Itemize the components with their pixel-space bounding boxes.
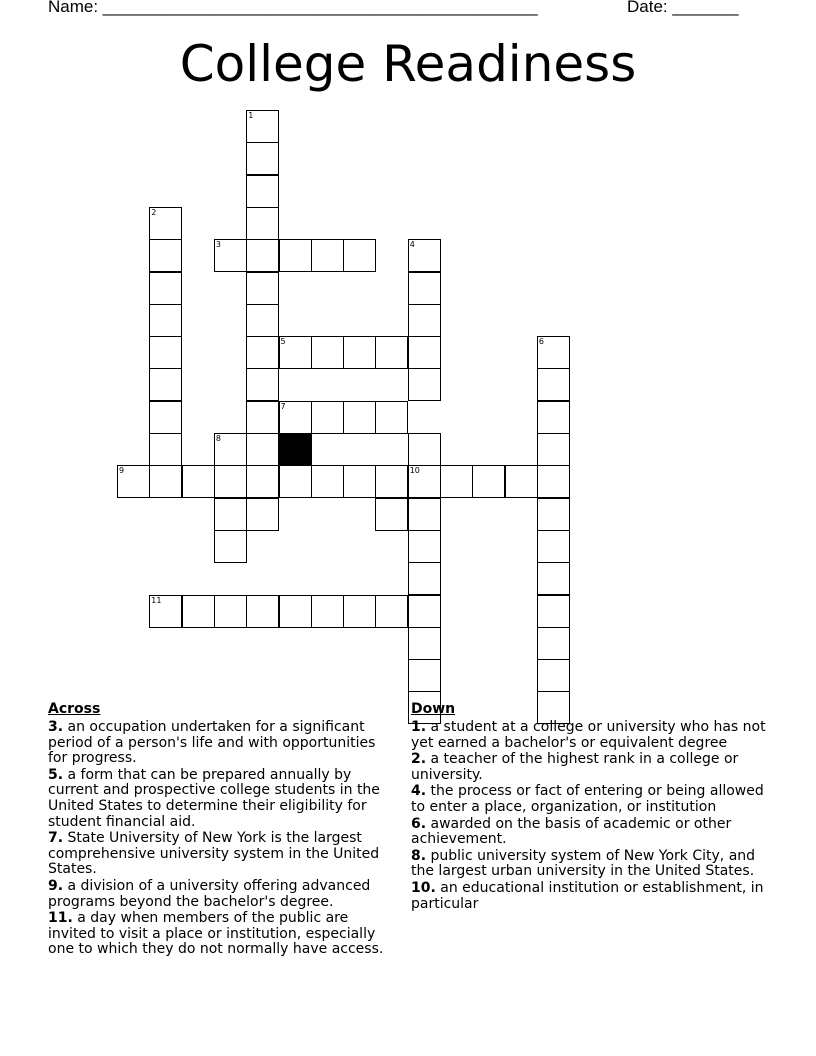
grid-cell[interactable] xyxy=(375,336,408,369)
grid-cell[interactable] xyxy=(408,530,441,563)
grid-cell[interactable] xyxy=(537,433,570,466)
grid-cell[interactable] xyxy=(537,530,570,563)
grid-cell[interactable] xyxy=(537,368,570,401)
grid-cell[interactable] xyxy=(311,239,344,272)
grid-cell[interactable] xyxy=(408,562,441,595)
grid-cell[interactable] xyxy=(246,142,279,175)
grid-cell[interactable] xyxy=(408,659,441,692)
grid-cell[interactable] xyxy=(472,465,505,498)
grid-cell[interactable] xyxy=(149,272,182,305)
grid-cell[interactable] xyxy=(408,368,441,401)
grid-cell[interactable] xyxy=(343,401,376,434)
grid-cell[interactable] xyxy=(537,401,570,434)
cell-number: 6 xyxy=(538,337,544,347)
grid-cell[interactable] xyxy=(537,627,570,660)
clue-down-4: 4. the process or fact of entering or being allowed to enter a place, organization, or institution xyxy=(411,783,764,815)
grid-cell[interactable] xyxy=(246,207,279,240)
grid-cell[interactable] xyxy=(505,465,538,498)
grid-cell[interactable] xyxy=(343,595,376,628)
cell-number: 10 xyxy=(409,466,420,476)
grid-cell[interactable] xyxy=(537,498,570,531)
cell-number: 3 xyxy=(215,240,221,250)
clue-down-1: 1. a student at a college or university who has not yet earned a bachelor's or equivalent degree xyxy=(411,719,766,751)
grid-cell[interactable] xyxy=(246,110,279,143)
grid-cell[interactable] xyxy=(537,465,570,498)
date-field: Date: _______ xyxy=(627,0,739,16)
page-title: College Readiness xyxy=(179,35,637,93)
grid-cell[interactable] xyxy=(246,465,279,498)
grid-cell[interactable] xyxy=(343,239,376,272)
name-field: Name: ______________________________________________ xyxy=(48,0,538,16)
clue-down-2: 2. a teacher of the highest rank in a college or university. xyxy=(411,751,739,783)
grid-cell[interactable] xyxy=(537,595,570,628)
grid-cell[interactable] xyxy=(408,304,441,337)
grid-cell[interactable] xyxy=(214,239,247,272)
clue-down-8: 8. public university system of New York City, and the largest urban university in the United States. xyxy=(411,847,756,880)
cell-number: 9 xyxy=(119,466,125,476)
grid-cell[interactable] xyxy=(246,401,279,434)
across-heading: Across xyxy=(48,701,101,717)
clue-across-5: 5. a form that can be prepared annually by current and prospective college students in the United States to determine their eligibility for student financial aid. xyxy=(48,766,380,830)
grid-cell[interactable] xyxy=(246,336,279,369)
grid-cell[interactable] xyxy=(149,433,182,466)
black-cell xyxy=(279,433,312,466)
grid-cell[interactable] xyxy=(149,401,182,434)
cell-number: 4 xyxy=(409,240,415,250)
grid-cell[interactable] xyxy=(149,304,182,337)
grid-cell[interactable] xyxy=(375,498,408,531)
grid-cell[interactable] xyxy=(408,272,441,305)
grid-cell[interactable] xyxy=(149,595,182,628)
cell-number: 1 xyxy=(248,111,254,120)
grid-cell[interactable] xyxy=(408,595,441,628)
clue-across-9: 9. a division of a university offering advanced programs beyond the bachelor's degree. xyxy=(48,877,371,910)
grid-cell[interactable] xyxy=(246,368,279,401)
grid-cell[interactable] xyxy=(408,239,441,272)
grid-cell[interactable] xyxy=(408,465,441,498)
clue-down-10: 10. an educational institution or establishment, in particular xyxy=(411,879,764,912)
grid-cell[interactable] xyxy=(537,659,570,692)
grid-cell[interactable] xyxy=(246,595,279,628)
cell-number: 2 xyxy=(151,207,157,217)
grid-cell[interactable] xyxy=(537,562,570,595)
grid-cell[interactable] xyxy=(149,336,182,369)
grid-cell[interactable] xyxy=(214,530,247,563)
grid-cell[interactable] xyxy=(214,433,247,466)
grid-cell[interactable] xyxy=(279,336,312,369)
grid-cell[interactable] xyxy=(311,401,344,434)
grid-cell[interactable] xyxy=(149,465,182,498)
grid-cell[interactable] xyxy=(246,239,279,272)
grid-cell[interactable] xyxy=(408,336,441,369)
grid-cell[interactable] xyxy=(246,433,279,466)
grid-cell[interactable] xyxy=(279,465,312,498)
cell-number: 8 xyxy=(215,434,221,443)
grid-cell[interactable] xyxy=(149,207,182,240)
grid-cell[interactable] xyxy=(214,498,247,531)
across-clues xyxy=(48,701,393,959)
grid-cell[interactable] xyxy=(246,175,279,208)
cell-number: 7 xyxy=(280,401,286,411)
grid-cell[interactable] xyxy=(375,595,408,628)
grid-cell[interactable] xyxy=(408,498,441,531)
grid-cell[interactable] xyxy=(311,595,344,628)
down-clues xyxy=(411,701,766,913)
grid-cell[interactable] xyxy=(149,239,182,272)
grid-cell[interactable] xyxy=(408,627,441,660)
grid-cell[interactable] xyxy=(408,433,441,466)
grid-cell[interactable] xyxy=(246,304,279,337)
grid-cell[interactable] xyxy=(440,465,473,498)
grid-cell[interactable] xyxy=(182,465,215,498)
grid-cell[interactable] xyxy=(214,465,247,498)
grid-cell[interactable] xyxy=(279,595,312,628)
down-heading: Down xyxy=(411,701,456,717)
clue-across-11: 11. a day when members of the public are invited to visit a place or institution, especially one to which they do not normally have access. xyxy=(48,910,384,958)
grid-cell[interactable] xyxy=(214,595,247,628)
grid-cell[interactable] xyxy=(343,465,376,498)
grid-cell[interactable] xyxy=(311,336,344,369)
cell-number: 11 xyxy=(151,595,162,605)
grid-cell[interactable] xyxy=(182,595,215,628)
grid-cell[interactable] xyxy=(279,239,312,272)
grid-cell[interactable] xyxy=(279,401,312,434)
grid-cell[interactable] xyxy=(246,272,279,305)
grid-cell[interactable] xyxy=(149,368,182,401)
clue-across-3: 3. an occupation undertaken for a significant period of a person's life and with opportunities for progress. xyxy=(48,719,376,767)
grid-cell[interactable] xyxy=(117,465,150,498)
grid-cell[interactable] xyxy=(375,401,408,434)
cell-number: 5 xyxy=(280,337,286,347)
clue-across-7: 7. State University of New York is the largest comprehensive university system in the United States. xyxy=(48,830,380,878)
grid-cell[interactable] xyxy=(246,498,279,531)
clue-down-6: 6. awarded on the basis of academic or other achievement. xyxy=(411,815,732,848)
grid-cell[interactable] xyxy=(311,465,344,498)
grid-cell[interactable] xyxy=(375,465,408,498)
grid-cell[interactable] xyxy=(343,336,376,369)
grid-cell[interactable] xyxy=(537,336,570,369)
